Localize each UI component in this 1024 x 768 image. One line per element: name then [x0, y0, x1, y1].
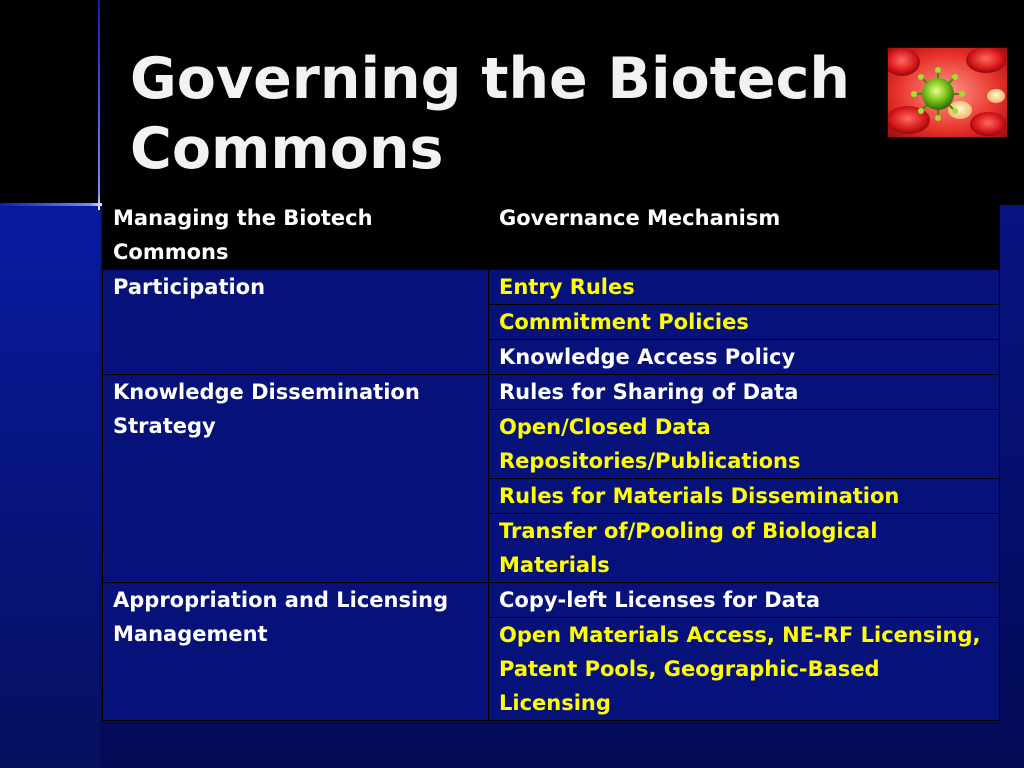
- slide-title: [130, 44, 850, 184]
- table-row: [103, 375, 1000, 410]
- header-mechanism: Governance Mechanism: [489, 201, 1000, 270]
- mechanism-cell: Copy-left Licenses for Data: [489, 583, 1000, 618]
- table-row: [103, 270, 1000, 305]
- category-knowledge-dissemination: Knowledge Dissemination Strategy: [103, 375, 489, 583]
- header-managing: Managing the Biotech Commons: [103, 201, 489, 270]
- mechanism-cell: Open Materials Access, NE-RF Licensing, Patent Pools, Geographic-Based Licensing: [489, 618, 1000, 721]
- title-line-1: Governing the Biotech: [130, 46, 850, 112]
- governance-table: [102, 200, 1000, 721]
- title-line-2: Commons: [130, 116, 444, 182]
- mechanism-cell: Commitment Policies: [489, 305, 1000, 340]
- vertical-accent-line: [98, 0, 100, 210]
- category-participation: Participation: [103, 270, 489, 375]
- mechanism-cell: Rules for Sharing of Data: [489, 375, 1000, 410]
- mechanism-cell: Knowledge Access Policy: [489, 340, 1000, 375]
- mechanism-cell: Entry Rules: [489, 270, 1000, 305]
- horizontal-accent-line: [0, 203, 105, 206]
- mechanism-cell: Open/Closed Data Repositories/Publications: [489, 410, 1000, 479]
- cells-illustration: [888, 48, 1007, 137]
- left-accent-band: [0, 205, 100, 768]
- mechanism-cell: Rules for Materials Dissemination: [489, 479, 1000, 514]
- biotech-cells-image: [887, 47, 1008, 138]
- table-row: [103, 583, 1000, 618]
- table-header-row: [103, 201, 1000, 270]
- category-appropriation-licensing: Appropriation and Licensing Management: [103, 583, 489, 721]
- mechanism-cell: Transfer of/Pooling of Biological Materials: [489, 514, 1000, 583]
